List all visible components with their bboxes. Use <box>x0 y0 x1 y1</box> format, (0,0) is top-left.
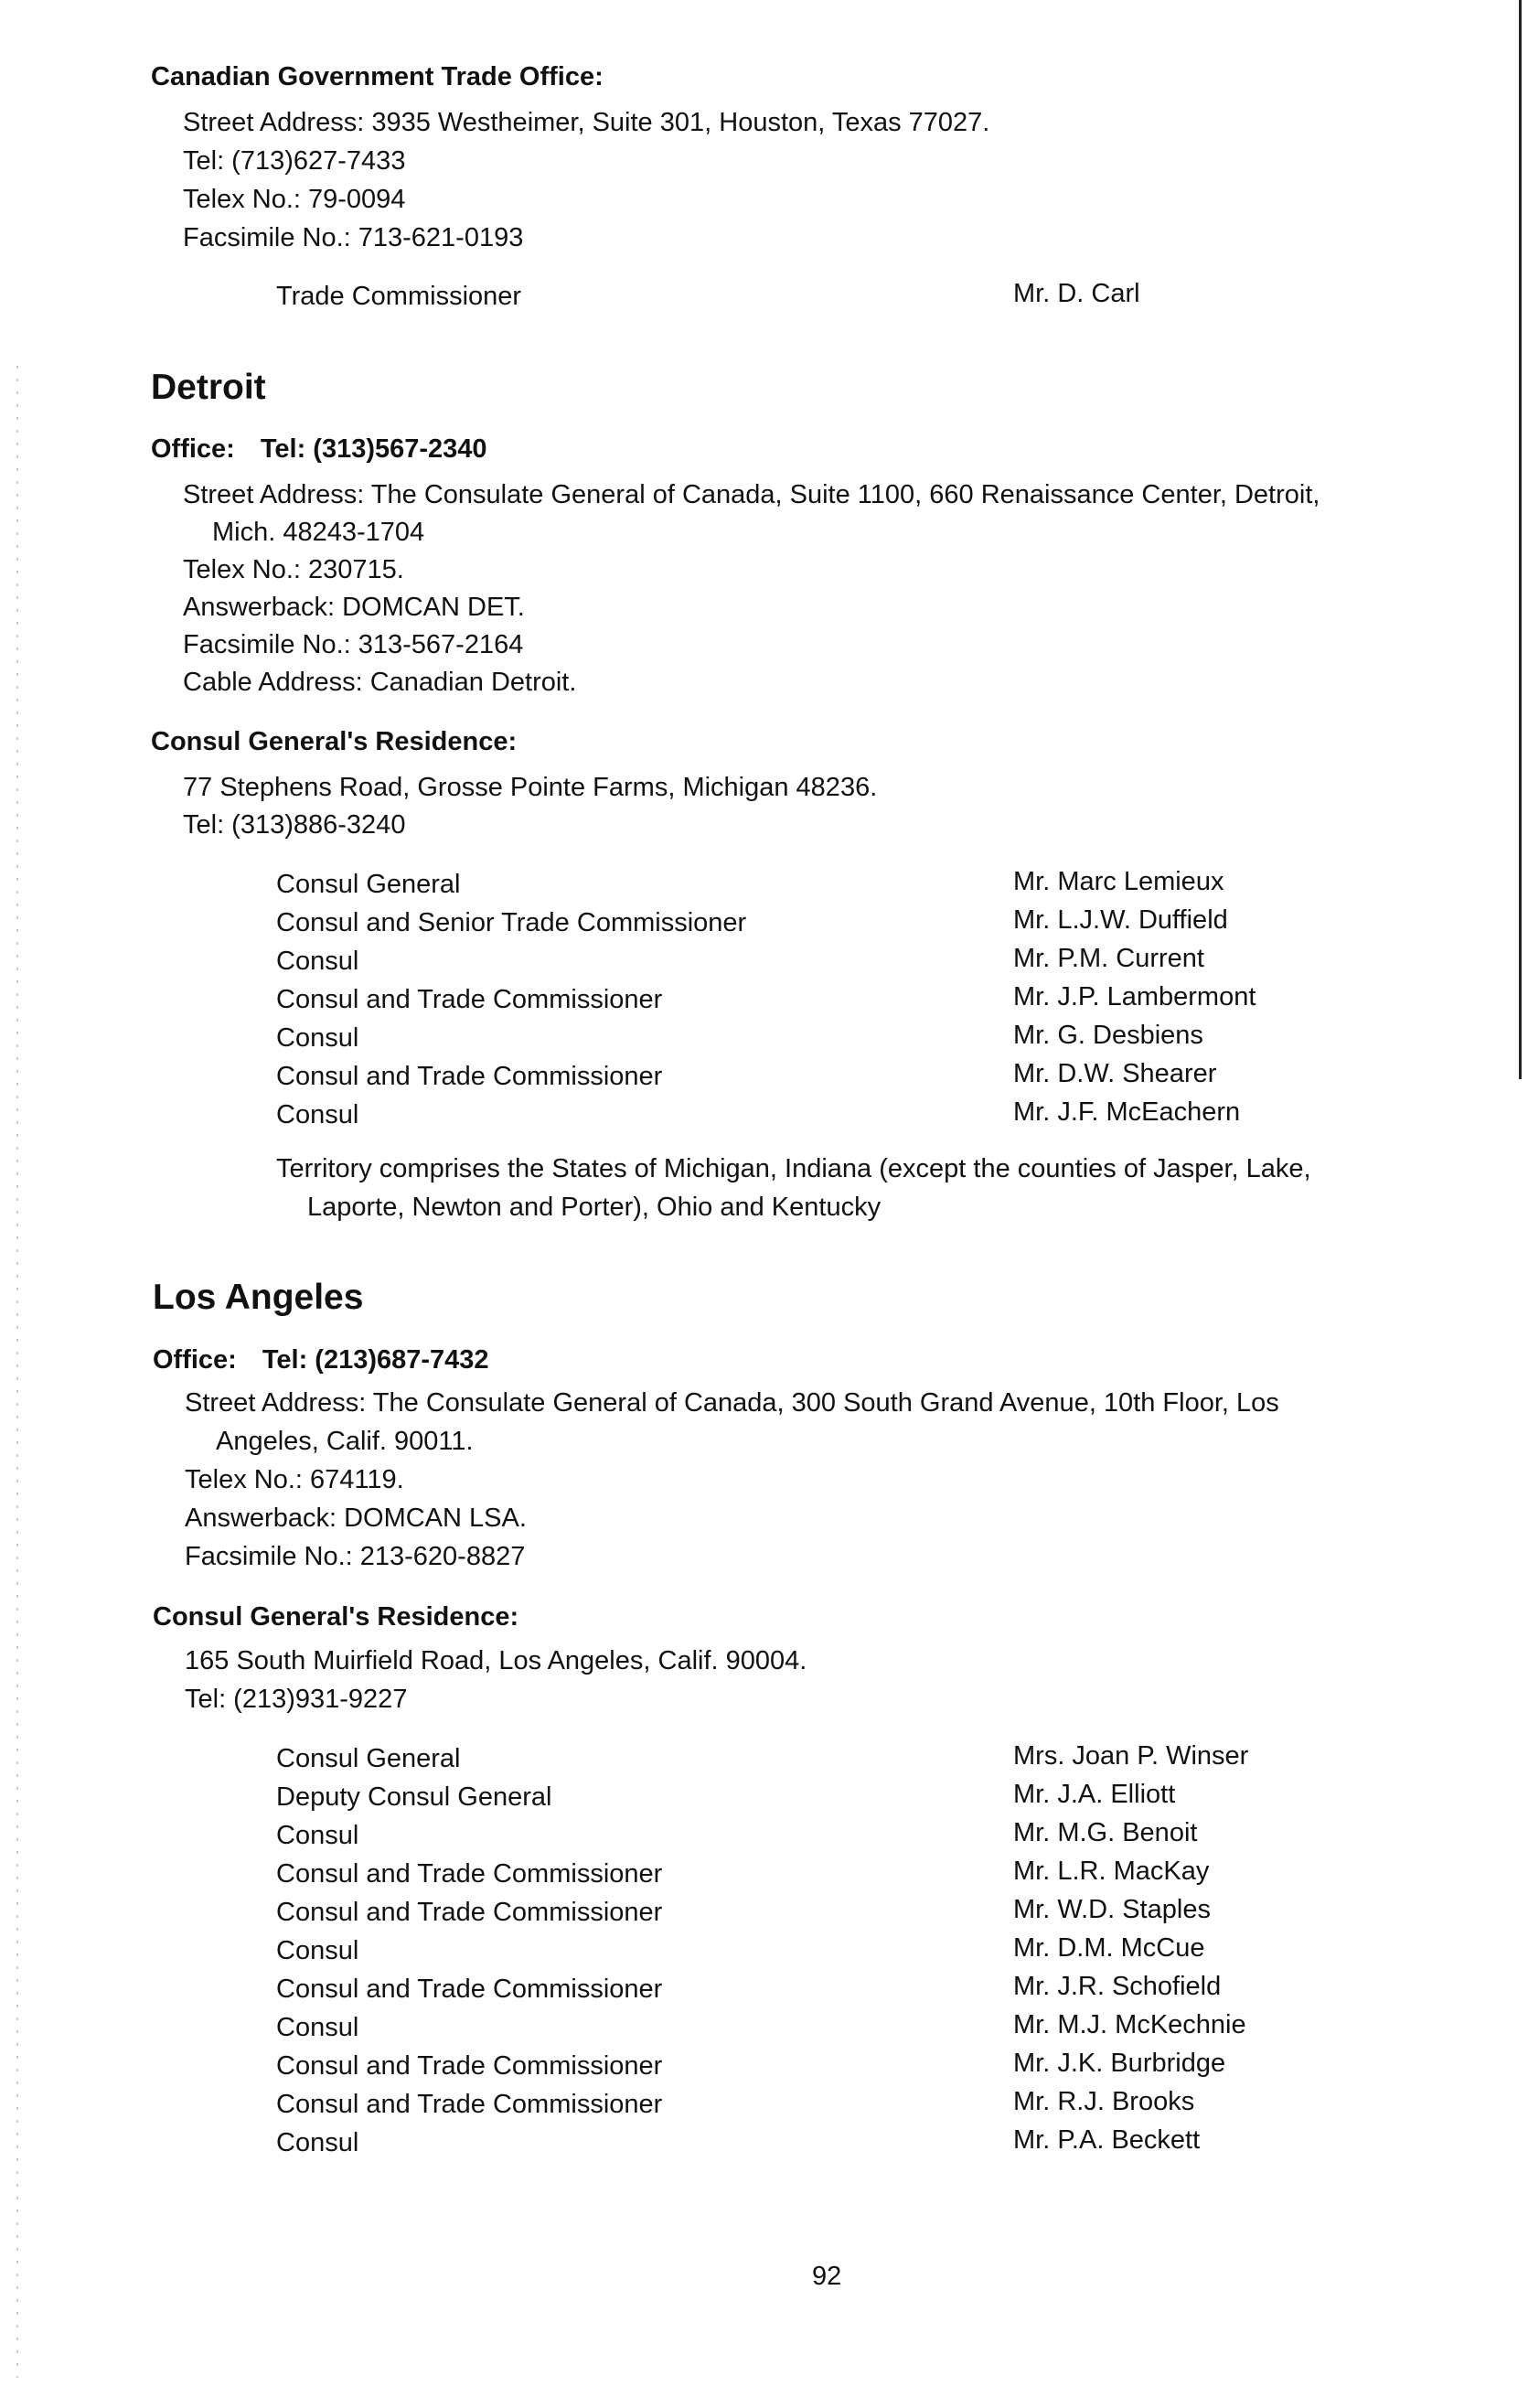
office-tel: Tel: (313)567-2340 <box>260 434 487 464</box>
staff-name: Mr. L.J.W. Duffield <box>1013 905 1228 935</box>
staff-name: Mr. R.J. Brooks <box>1013 2087 1195 2116</box>
la-street-line2: Angeles, Calif. 90011. <box>216 1427 474 1456</box>
page-edge-rule <box>1519 0 1522 1079</box>
staff-name: Mr. J.R. Schofield <box>1013 1972 1222 2001</box>
staff-role: Consul <box>276 1821 359 1850</box>
detroit-telex: Telex No.: 230715. <box>183 555 404 584</box>
staff-name: Mr. W.D. Staples <box>1013 1895 1211 1924</box>
staff-name: Mr. Marc Lemieux <box>1013 867 1224 896</box>
staff-name: Mr. D.W. Shearer <box>1013 1059 1217 1088</box>
staff-name: Mr. D.M. McCue <box>1013 1933 1205 1963</box>
staff-role: Consul <box>276 1936 359 1965</box>
la-residence-tel: Tel: (213)931-9227 <box>185 1685 408 1714</box>
staff-name: Mr. M.G. Benoit <box>1013 1818 1198 1847</box>
trade-office-heading: Canadian Government Trade Office: <box>151 62 604 91</box>
staff-role: Consul and Trade Commissioner <box>276 2051 663 2081</box>
staff-role: Consul and Trade Commissioner <box>276 1975 663 2004</box>
staff-name: Mr. M.J. McKechnie <box>1013 2010 1246 2039</box>
staff-role: Trade Commissioner <box>276 282 522 311</box>
detroit-office-line <box>151 434 487 465</box>
office-label: Office: <box>153 1345 237 1375</box>
staff-name: Mr. J.A. Elliott <box>1013 1780 1176 1809</box>
staff-name: Mrs. Joan P. Winser <box>1013 1741 1249 1771</box>
trade-office-tel: Tel: (713)627-7433 <box>183 146 406 176</box>
detroit-residence-address: 77 Stephens Road, Grosse Pointe Farms, Michigan 48236. <box>183 773 878 802</box>
staff-name: Mr. J.F. McEachern <box>1013 1097 1241 1127</box>
staff-role: Consul <box>276 2013 359 2042</box>
detroit-residence-heading: Consul General's Residence: <box>151 727 518 756</box>
la-residence-address: 165 South Muirfield Road, Los Angeles, Calif. 90004. <box>185 1646 807 1675</box>
staff-role: Consul General <box>276 870 461 899</box>
la-telex: Telex No.: 674119. <box>185 1465 404 1494</box>
trade-office-fax: Facsimile No.: 713-621-0193 <box>183 223 524 252</box>
detroit-territory-line2: Laporte, Newton and Porter), Ohio and Kentucky <box>307 1193 882 1222</box>
trade-office-telex: Telex No.: 79-0094 <box>183 185 406 214</box>
la-fax: Facsimile No.: 213-620-8827 <box>185 1542 526 1571</box>
detroit-street-line2: Mich. 48243-1704 <box>212 518 425 547</box>
staff-role: Consul <box>276 1100 359 1129</box>
staff-name: Mr. P.A. Beckett <box>1013 2125 1201 2155</box>
detroit-answerback: Answerback: DOMCAN DET. <box>183 593 525 622</box>
detroit-residence-tel: Tel: (313)886-3240 <box>183 810 406 840</box>
la-answerback: Answerback: DOMCAN LSA. <box>185 1504 527 1533</box>
staff-role: Consul and Trade Commissioner <box>276 1859 663 1889</box>
staff-name: Mr. J.K. Burbridge <box>1013 2049 1226 2078</box>
staff-role: Consul and Senior Trade Commissioner <box>276 908 747 937</box>
staff-role: Consul and Trade Commissioner <box>276 1062 663 1091</box>
city-heading-los-angeles: Los Angeles <box>153 1278 364 1317</box>
staff-name: Mr. D. Carl <box>1013 279 1140 308</box>
city-heading-detroit: Detroit <box>151 368 266 407</box>
staff-role: Consul General <box>276 1744 461 1773</box>
detroit-street-line1: Street Address: The Consulate General of Canada, Suite 1100, 660 Renaissance Center, Detroit, <box>183 480 1320 509</box>
staff-name: Mr. P.M. Current <box>1013 944 1204 973</box>
staff-role: Consul <box>276 947 359 976</box>
office-label: Office: <box>151 434 235 464</box>
la-residence-heading: Consul General's Residence: <box>153 1602 519 1632</box>
staff-name: Mr. J.P. Lambermont <box>1013 982 1256 1011</box>
staff-role: Consul <box>276 1023 359 1053</box>
staff-role: Deputy Consul General <box>276 1782 552 1812</box>
scan-margin-speckle <box>16 366 18 2378</box>
trade-office-street: Street Address: 3935 Westheimer, Suite 301, Houston, Texas 77027. <box>183 108 990 137</box>
staff-name: Mr. G. Desbiens <box>1013 1021 1203 1050</box>
staff-role: Consul and Trade Commissioner <box>276 985 663 1014</box>
staff-role: Consul <box>276 2128 359 2157</box>
staff-role: Consul and Trade Commissioner <box>276 1898 663 1927</box>
detroit-cable: Cable Address: Canadian Detroit. <box>183 668 577 697</box>
detroit-territory-line1: Territory comprises the States of Michigan, Indiana (except the counties of Jasper, Lake, <box>276 1154 1311 1183</box>
page-number: 92 <box>812 2262 842 2291</box>
la-street-line1: Street Address: The Consulate General of Canada, 300 South Grand Avenue, 10th Floor, Los <box>185 1388 1279 1418</box>
la-office-line <box>153 1345 489 1375</box>
office-tel: Tel: (213)687-7432 <box>262 1345 489 1375</box>
staff-name: Mr. L.R. MacKay <box>1013 1857 1210 1886</box>
staff-role: Consul and Trade Commissioner <box>276 2090 663 2119</box>
detroit-fax: Facsimile No.: 313-567-2164 <box>183 630 524 659</box>
